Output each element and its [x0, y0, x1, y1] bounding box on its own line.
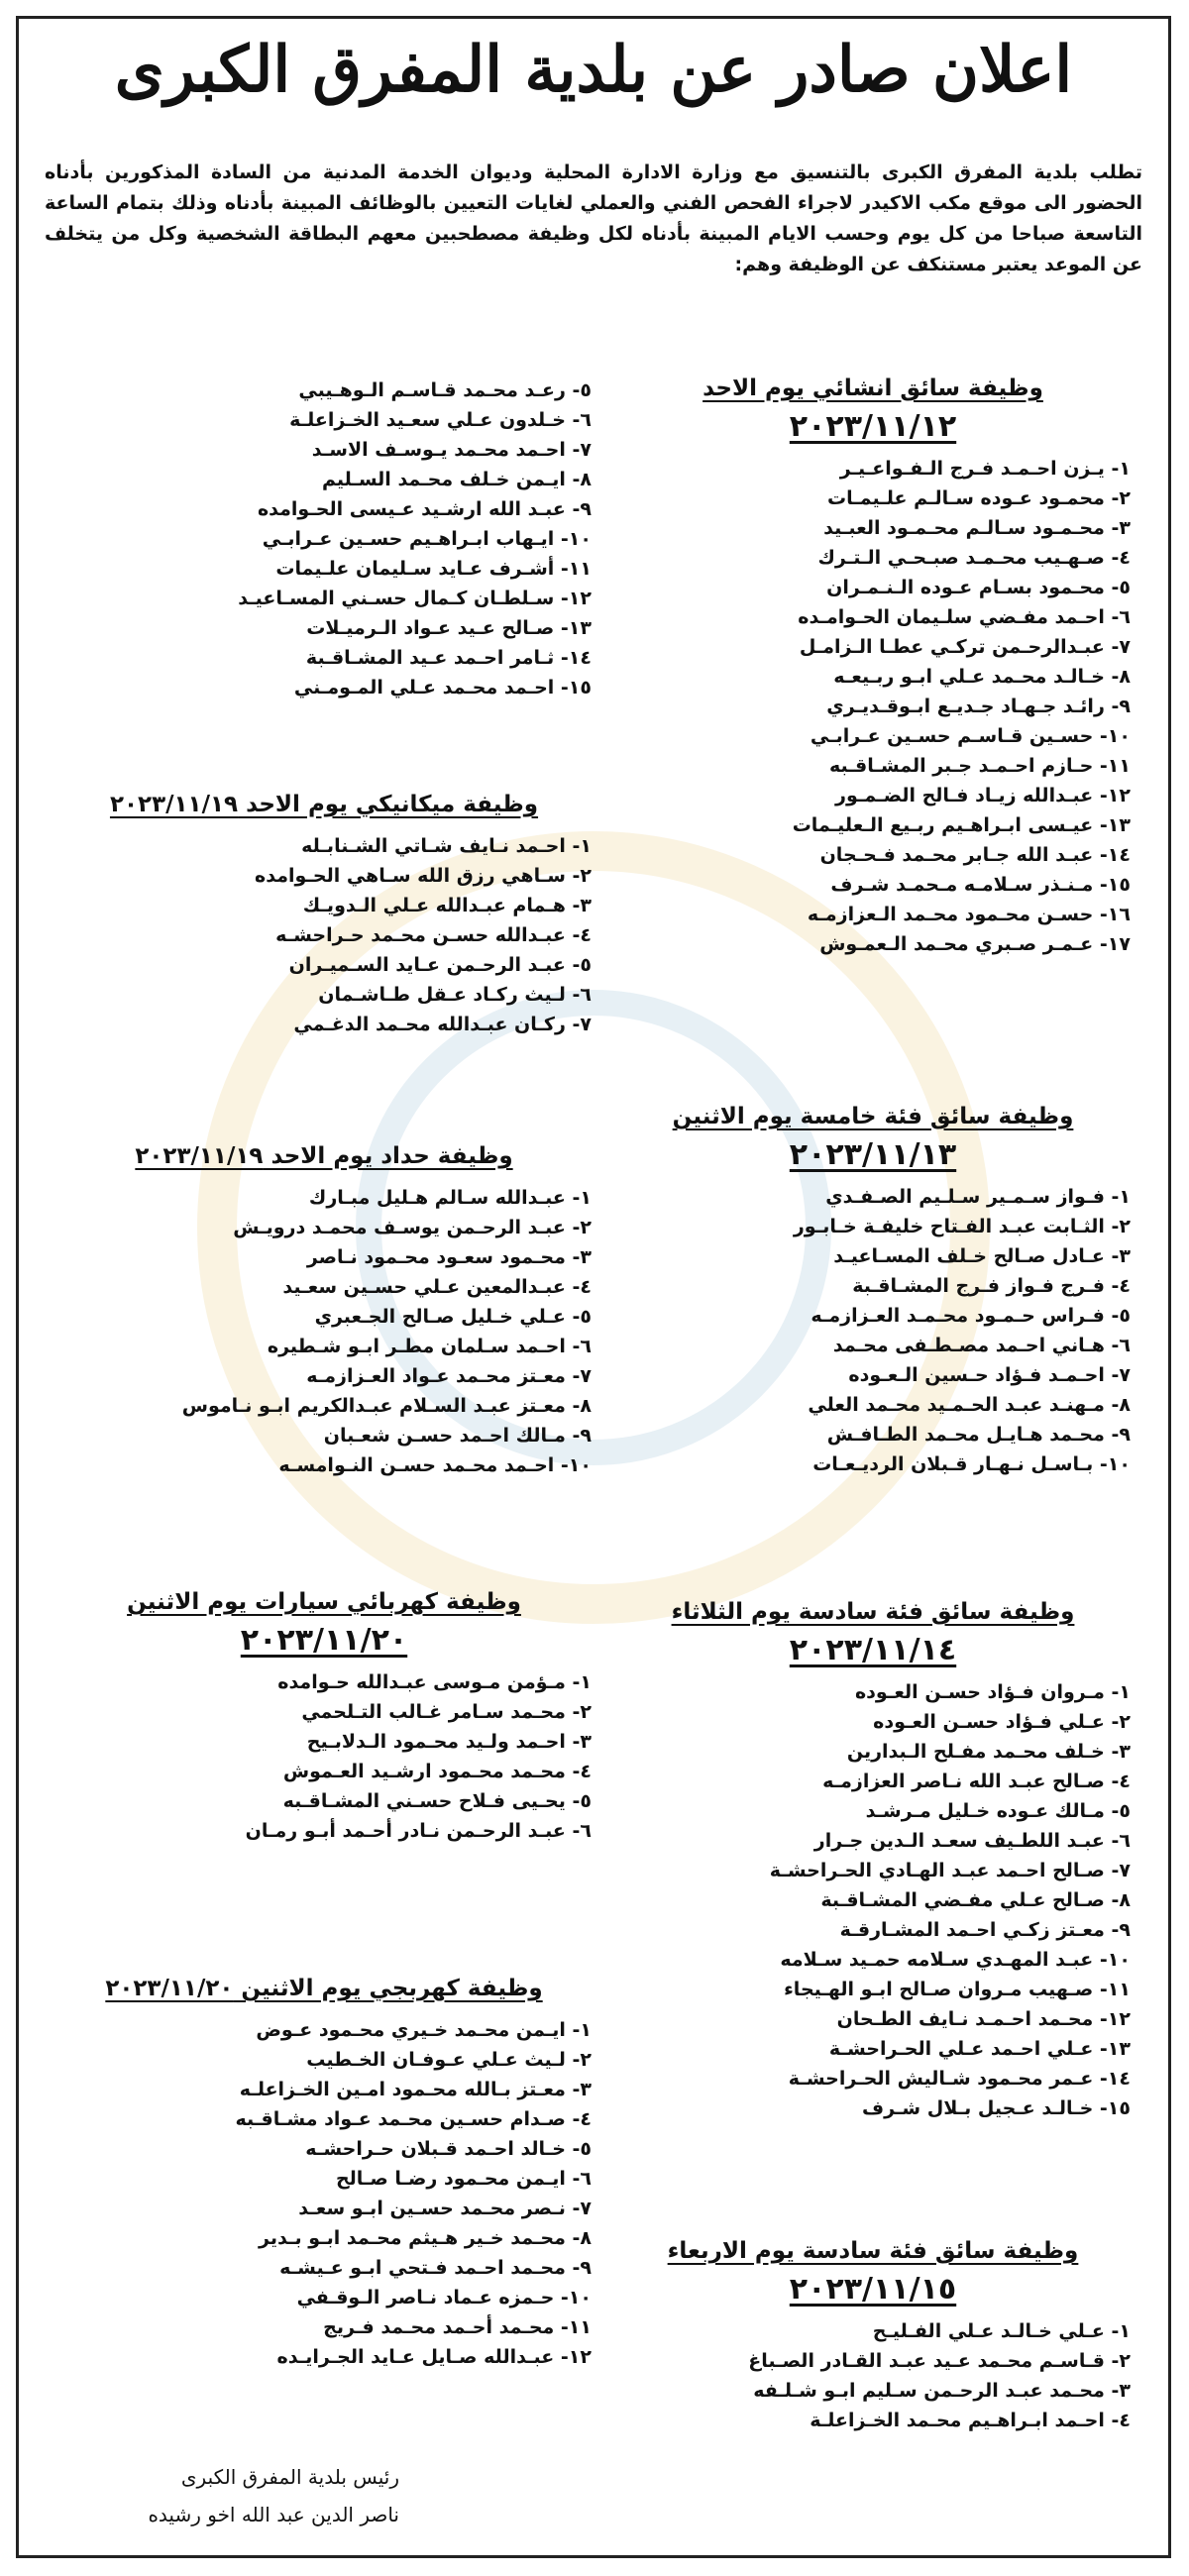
name-list-item: ٢- سـاهي رزق الله سـاهي الحـوامده	[255, 865, 592, 887]
section-title: وظيفة سائق انشائي يوم الاحد	[703, 376, 1043, 401]
name-list-item: ٥- رعـد محـمد قـاسـم الـوهـيبي	[298, 379, 592, 401]
names-list	[615, 2316, 1131, 2435]
name-list-item: ٦- احـمد سـلمان مطـر ابـو شـطيره	[267, 1336, 592, 1357]
name-list-item: ١- مـؤمن مـوسى عبـدالله حـوامده	[277, 1671, 592, 1693]
name-list-item: ١١- حـازم احـمـد جـبر المشـاقـبه	[829, 755, 1131, 777]
name-list-item: ٥- يحـيى فـلاح حسـني المشـاقـبه	[282, 1790, 592, 1812]
section-driver-class6-wednesday	[615, 2238, 1131, 2435]
name-list-item: ٥- محـمود بسـام عـوده الـنـمـران	[826, 577, 1131, 598]
name-list-item: ١١- أشـرف عـايد سـليمان علـيمات	[275, 558, 592, 580]
name-list-item: ١- مـروان فـؤاد حسـن العـوده	[854, 1681, 1131, 1703]
names-list	[56, 376, 592, 702]
name-list-item: ٣- خـلف محـمد مفـلح الـبدارين	[846, 1741, 1131, 1763]
name-list-item: ١- فـواز سـمـير سـلـيم الصـفـدي	[825, 1186, 1131, 1208]
name-list-item: ٨- خـالـد محـمد عـلي ابـو ربـيعـه	[833, 666, 1131, 688]
name-list-item: ٧- صـالح احـمد عبـد الهـادي الحـراحشـة	[769, 1860, 1131, 1881]
name-list-item: ١- عـلي خـالـد عـلي الفـليـح	[872, 2320, 1131, 2342]
name-list-item: ٧- معـتز محـمد عـواد العـزازمـه	[306, 1365, 592, 1387]
name-list-item: ٢- عبـد الرحـمن يوسـف محمـد درويـش	[233, 1217, 592, 1238]
name-list-item: ٩- عبـد الله ارشـيد عـيسى الحـوامده	[257, 498, 592, 520]
name-list-item: ٥- خـالد احـمد قـبلان حـراحشـه	[305, 2138, 592, 2160]
name-list-item: ٣- محـمد عبـد الرحـمن سـليم ابـو شـلـفه	[753, 2380, 1131, 2402]
name-list-item: ٨- معـتز عبـد السـلام عبـدالكريم ابـو نـاموس	[181, 1395, 592, 1417]
name-list-item: ١١- صـهيب مـروان صـالح ابـو الهـيجاء	[784, 1979, 1131, 2000]
name-list-item: ١٥- خـالـد عـجيل بـلال شـرف	[862, 2097, 1131, 2119]
name-list-item: ٤- عبـدالمعين عـلي حسـين سعـيد	[282, 1276, 592, 1298]
name-list-item: ٧- ركـان عبـدالله محـمد الدغـمي	[293, 1014, 592, 1035]
name-list-item: ١٣- عـلي احـمد عـلي الحـراحشـة	[828, 2038, 1131, 2060]
name-list-item: ٣- محـمود سعـود محـمود نـاصر	[306, 1246, 592, 1268]
name-list-item: ١٣- صـالح عـيد عـواد الـرميـلات	[306, 617, 592, 639]
section-title: وظيفة سائق فئة خامسة يوم الاثنين	[672, 1104, 1074, 1129]
section-title: وظيفة ميكانيكي يوم الاحد ٢٠٢٣/١١/١٩	[109, 792, 539, 817]
name-list-item: ٤- عبـدالله حسـن محـمد حـراحشـه	[275, 924, 592, 946]
names-list	[56, 2015, 592, 2372]
name-list-item: ٨- ايـمن خـلف محـمد السـليم	[321, 469, 592, 490]
name-list-item: ٩- محـمد احـمد فـتحي ابـو عـيشـه	[279, 2257, 592, 2279]
name-list-item: ١٤- عبـد الله جـابر محـمد فـحـجان	[819, 844, 1131, 866]
name-list-item: ٧- احـمـد فـؤاد حـسين الـعـوده	[848, 1364, 1131, 1386]
section-driver-class6-tuesday	[615, 1599, 1131, 2123]
name-list-item: ٤- احـمد ابـراهـيم محـمد الخـزاعلـة	[810, 2410, 1131, 2431]
name-list-item: ٦- لـيث ركـاد عـقل طـاشـمان	[318, 984, 592, 1006]
name-list-item: ١٢- عبـدالله زيـاد فـالح الضـمـور	[835, 785, 1131, 806]
section-date: ٢٠٢٣/١١/١٥	[789, 2272, 957, 2307]
name-list-item: ١٥- مـنـذر سـلامـه مـحمـد شـرف	[830, 874, 1131, 896]
section-title: وظيفة كهربائي سيارات يوم الاثنين	[127, 1589, 521, 1615]
intro-paragraph: تطلب بلدية المفرق الكبرى بالتنسيق مع وزارة الادارة المحلية وديوان الخدمة المدنية من السادة المذكورين بأدناه الحضور الى موقع مكب الاكيدر لاجراء الفحص الفني والعملي لغايات التعيين بالوظائف المبينة بأدناه وذلك بتمام الساعة التاسعة صباحا من كل يوم وحسب الايام المبينة بأدناه لكل وظيفة مصطحبين معهم البطاقة الشخصية وكل من يتخلف عن الموعد يعتبر مستنكف عن الوظيفة وهم:	[45, 161, 1142, 275]
section-title: وظيفة سائق فئة سادسة يوم الاربعاء	[667, 2238, 1079, 2264]
section-date: ٢٠٢٣/١١/١٢	[789, 409, 957, 444]
name-list-item: ٣- عـادل صـالح خـلف المسـاعيـد	[833, 1245, 1131, 1267]
name-list-item: ١٠- حسـين قـاسـم حسـين عـرابـي	[810, 725, 1131, 747]
name-list-item: ٦- عبـد اللطـيف سعـد الـدين جـرار	[813, 1830, 1131, 1852]
section-driver-class5	[615, 1104, 1131, 1479]
page-title: اعلان صادر عن بلدية المفرق الكبرى	[114, 33, 1073, 107]
announcement-page	[16, 16, 1171, 2558]
name-list-item: ٥- فـراس حـمـود محـمـد العـزازمـه	[811, 1305, 1131, 1327]
section-date: ٢٠٢٣/١١/١٤	[789, 1633, 957, 1667]
name-list-item: ١- احـمد نـايف شـاتي الشـنابـله	[301, 835, 592, 857]
name-list-item: ١٥- احـمد محـمد عـلي المـومـني	[293, 677, 592, 698]
signature-block	[43, 2458, 399, 2533]
signature-position: رئيس بلدية المفرق الكبرى	[180, 2465, 399, 2489]
name-list-item: ٧- نـصر محـمد حسـين ابـو سعـد	[298, 2198, 592, 2219]
name-list-item: ٦- احـمد مفـضي سلـيمان الحـوامـده	[798, 606, 1131, 628]
name-list-item: ٢- محـمد سـامر غـالب التـلحمي	[301, 1701, 592, 1723]
name-list-item: ٥- مـالك عـوده خـليل مـرشـد	[865, 1800, 1131, 1822]
section-construction-driver	[615, 376, 1131, 959]
name-list-item: ٩- معـتز زكـي احـمد المشـارقـة	[839, 1919, 1131, 1941]
section-electrician	[56, 1976, 592, 2372]
names-list	[615, 454, 1131, 959]
name-list-item: ٧- احـمد محـمد يـوسـف الاسـد	[311, 439, 592, 461]
names-list	[56, 1183, 592, 1480]
name-list-item: ٣- معـتز بـالله محـمود امـين الخـزاعلـه	[239, 2079, 592, 2100]
name-list-item: ٩- مـالك احـمد حسـن شعـبان	[323, 1425, 592, 1447]
name-list-item: ٢- محمـود عـوده سـالـم علـيمـات	[827, 487, 1131, 509]
name-list-item: ٣- احـمد ولـيد محـمود الـدلابـيح	[306, 1731, 592, 1753]
section-title: وظيفة كهربجي يوم الاثنين ٢٠٢٣/١١/٢٠	[105, 1976, 543, 2001]
name-list-item: ٥- عبـد الرحـمن عـايد السـميـران	[288, 954, 592, 976]
section-auto-electrician	[56, 1589, 592, 1846]
name-list-item: ٢- لـيث عـلي عـوفـان الخـطيب	[306, 2049, 592, 2071]
name-list-item: ٤- صـهـيب محـمـد صبـحـي الـتـرك	[817, 547, 1131, 569]
name-list-item: ٢- عـلي فـؤاد حسـن العـوده	[873, 1711, 1131, 1733]
name-list-item: ١- ايـمن محـمد خـيري محـمود عـوض	[256, 2019, 592, 2041]
name-list-item: ٤- فـرج فـواز فـرج المشـاقـبة	[852, 1275, 1131, 1297]
name-list-item: ١٤- ثـامر احـمد عـيد المشـاقـبة	[305, 647, 592, 669]
name-list-item: ٦- عبـد الرحـمن نـادر أحـمد أبـو رمـان	[245, 1820, 592, 1842]
name-list-item: ١٧- عـمـر صـبري محـمد الـعمـوش	[819, 933, 1131, 955]
name-list-item: ٧- عبـدالرحـمن تركـي عطـا الـزامـل	[799, 636, 1131, 658]
name-list-item: ٣- هـمام عبـدالله عـلي الـدويـك	[302, 895, 592, 916]
name-list-item: ٦- هـاني احـمد مصـطـفى محـمد	[832, 1335, 1131, 1356]
section-date: ٢٠٢٣/١١/١٣	[789, 1137, 957, 1172]
name-list-item: ٥- عـلي خـليل صـالح الجـعبري	[314, 1306, 592, 1328]
name-list-item: ٨- مـهنـد عبـد الحـمـيد محـمد العلي	[808, 1394, 1131, 1416]
section-date: ٢٠٢٣/١١/٢٠	[240, 1623, 408, 1658]
name-list-item: ٤- صـدام حسـين محـمد عـواد مشـاقـبه	[235, 2108, 592, 2130]
name-list-item: ٣- محـمـود سـالـم محـمـود العبـيد	[823, 517, 1131, 539]
name-list-item: ٤- صـالح عبـد الله نـاصر العزازمـه	[822, 1771, 1131, 1792]
section-blacksmith	[56, 1143, 592, 1480]
name-list-item: ١٠- احـمد محـمد حسـن النـوامسـه	[278, 1454, 592, 1476]
name-list-item: ٢- قـاسـم محـمد عـيد عبـد القـادر الصـباغ	[748, 2350, 1131, 2372]
name-list-item: ١١- محـمد أحـمد محـمد فـريج	[323, 2316, 592, 2338]
name-list-item: ٩- محـمد هـايـل محـمد الطـافـش	[826, 1424, 1131, 1446]
signature-name: ناصر الدين عبد الله اخو رشيده	[148, 2503, 399, 2526]
name-list-item: ٩- رائـد جـهـاد جـديـع ابـوقـديـري	[826, 696, 1131, 717]
section-construction-driver-continued	[56, 376, 592, 702]
names-list	[56, 1667, 592, 1846]
name-list-item: ١٢- محـمد احـمـد نـايف الطـحان	[836, 2008, 1131, 2030]
name-list-item: ١٠- حـمزه عـماد نـاصر الـوقـفي	[296, 2287, 592, 2308]
name-list-item: ٢- الثـابت عبـد الفـتاح خليفـة خـابـور	[793, 1216, 1131, 1237]
name-list-item: ١- يـزن احـمـد فـرج الـفـواعـيـر	[839, 458, 1131, 480]
name-list-item: ٦- ايـمن محـمود رضـا صـالح	[335, 2168, 592, 2190]
name-list-item: ٨- محـمد خـير هـيثم محـمد ابـو بـدير	[259, 2227, 592, 2249]
names-list	[615, 1182, 1131, 1479]
name-list-item: ١٦- حسـن محـمود محـمد الـعزازمـه	[807, 904, 1131, 925]
name-list-item: ٤- محـمد محـمود ارشـيد العـموش	[282, 1761, 592, 1782]
name-list-item: ١- عبـدالله سـالم هـليل مبـارك	[308, 1187, 592, 1209]
name-list-item: ١٠- ايـهاب ابـراهـيم حسـين عـرابـي	[262, 528, 592, 550]
name-list-item: ١٢- عبـدالله صـايل عـايد الجـرايـده	[276, 2346, 592, 2368]
name-list-item: ١٠- بـاسـل نـهـار قـبلان الرديـعـات	[812, 1453, 1131, 1475]
name-list-item: ١٣- عيـسى ابـراهـيم ربـيع الـعليـمات	[792, 814, 1131, 836]
name-list-item: ٨- صـالح عـلي مفـضي المشـاقـبة	[820, 1889, 1131, 1911]
name-list-item: ١٤- عـمر محـمود شـاليش الحـراحشـة	[788, 2068, 1131, 2090]
names-list	[56, 831, 592, 1039]
name-list-item: ١٠- عبـد المهـدي سـلامه حمـيد سـلامه	[780, 1949, 1131, 1971]
name-list-item: ٦- خـلدون عـلي سعـيد الخـزاعلـة	[289, 409, 592, 431]
name-list-item: ١٢- سـلطـان كـمال حسـني المسـاعيـد	[238, 588, 592, 609]
section-title: وظيفة سائق فئة سادسة يوم الثلاثاء	[671, 1599, 1075, 1625]
names-list	[615, 1677, 1131, 2123]
section-title: وظيفة حداد يوم الاحد ٢٠٢٣/١١/١٩	[135, 1143, 513, 1169]
section-mechanic	[56, 792, 592, 1039]
